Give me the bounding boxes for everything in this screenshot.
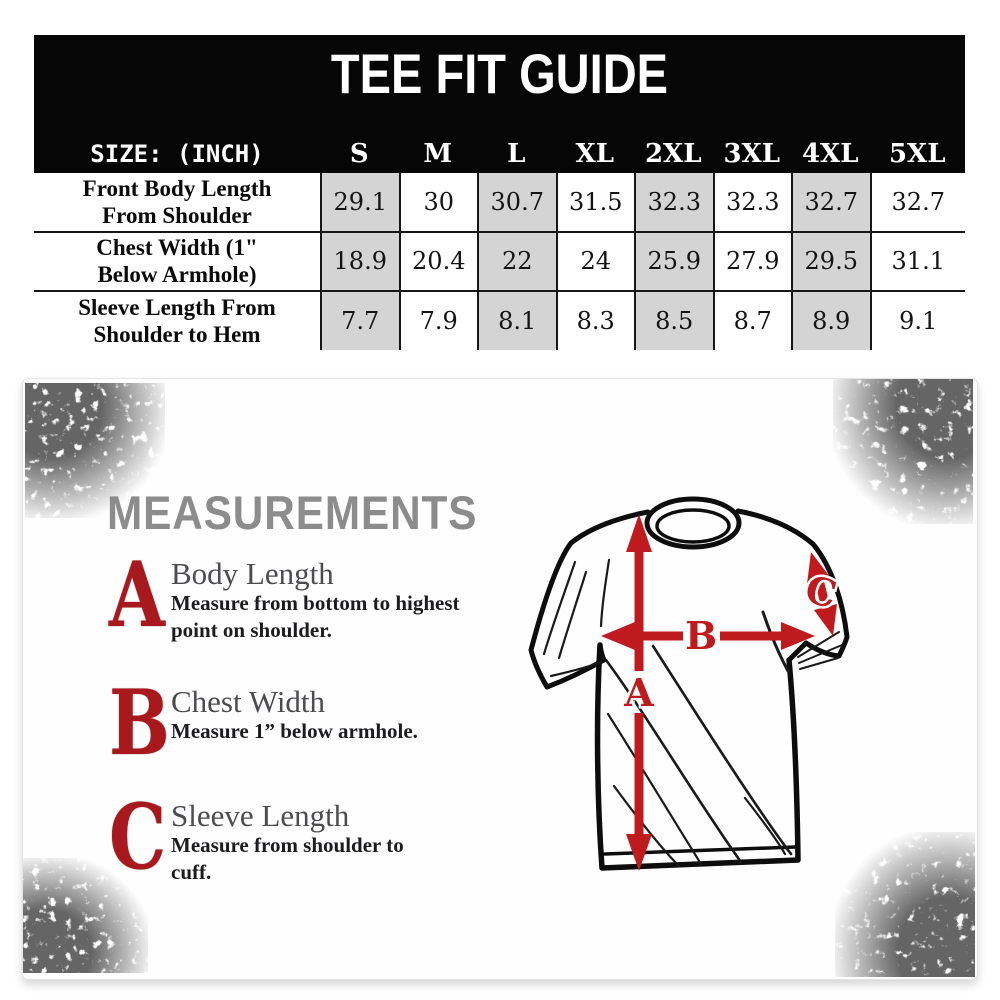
cell: 7.7 [320,292,399,350]
measurements-title: MEASUREMENTS [107,486,478,539]
legend-item-sleeve-length [109,784,411,890]
cell: 8.7 [713,292,792,350]
table-row-sleeve-length [34,290,965,350]
arrow-label-a: A [624,670,654,715]
column-header-xl: XL [575,139,614,169]
cell: 18.9 [320,233,399,291]
arrow-labels [623,566,841,715]
unit-label: SIZE: (INCH) [90,140,264,168]
cell: 8.5 [634,292,713,350]
cell: 25.9 [634,233,713,291]
table-row-chest-width [34,231,965,291]
legend-item-description: Measure from bottom to highest point on shoulder. [171,591,460,642]
row-label-line: From Shoulder [102,202,252,228]
legend-item-name: Chest Width [171,684,326,719]
legend-item-description: Measure 1” below armhole. [171,719,418,743]
cell: 22 [477,233,556,291]
cell: 31.1 [870,233,966,291]
legend-text [171,557,501,644]
row-label-line: Below Armhole) [97,262,257,288]
letter-a-badge: A [109,542,165,648]
legend-item-name: Body Length [171,556,334,591]
cell: 27.9 [713,233,792,291]
cell: 31.5 [556,173,635,231]
legend-text [171,685,418,745]
arrow-label-c: C [801,566,842,618]
legend-item-body-length [109,542,501,648]
measurements-card [22,378,978,980]
column-header-4xl: 4XL [801,139,859,169]
column-header-m: M [423,139,453,169]
column-header-5xl: 5XL [888,139,946,169]
legend-text [171,799,411,886]
cell: 20.4 [399,233,478,291]
row-label-line: Shoulder to Hem [93,321,261,347]
cell: 29.5 [791,233,870,291]
cell: 8.3 [556,292,635,350]
cell: 24 [556,233,635,291]
column-header-3xl: 3XL [723,139,781,169]
size-chart-header [34,35,965,173]
row-label [34,173,320,231]
row-label-line: Front Body Length [82,175,272,201]
legend-item-chest-width [109,670,418,776]
row-label [34,292,320,350]
tshirt-diagram [501,464,981,904]
cell: 9.1 [870,292,966,350]
cell: 8.1 [477,292,556,350]
letter-c-badge: C [109,784,167,890]
arrow-label-b: B [684,613,718,658]
cell: 32.7 [791,173,870,231]
table-row-body-length [34,173,965,231]
row-label-line: Chest Width (1" [96,235,258,261]
cell: 32.7 [870,173,966,231]
cell: 30 [399,173,478,231]
column-header-l: L [507,139,526,169]
cell: 32.3 [634,173,713,231]
cell: 30.7 [477,173,556,231]
letter-b-badge: B [109,670,170,776]
legend-item-description: Measure from shoulder to cuff. [171,833,404,884]
cell: 8.9 [791,292,870,350]
cell: 7.9 [399,292,478,350]
row-label-line: Sleeve Length From [78,294,276,320]
size-table [34,173,965,350]
column-header-2xl: 2XL [644,139,702,169]
size-column-headers [34,135,965,173]
legend-item-name: Sleeve Length [171,798,350,833]
cell: 32.3 [713,173,792,231]
column-header-s: S [349,139,369,169]
page-title: TEE FIT GUIDE [330,42,669,105]
cell: 29.1 [320,173,399,231]
tshirt-outline [531,499,847,868]
row-label [34,233,320,291]
